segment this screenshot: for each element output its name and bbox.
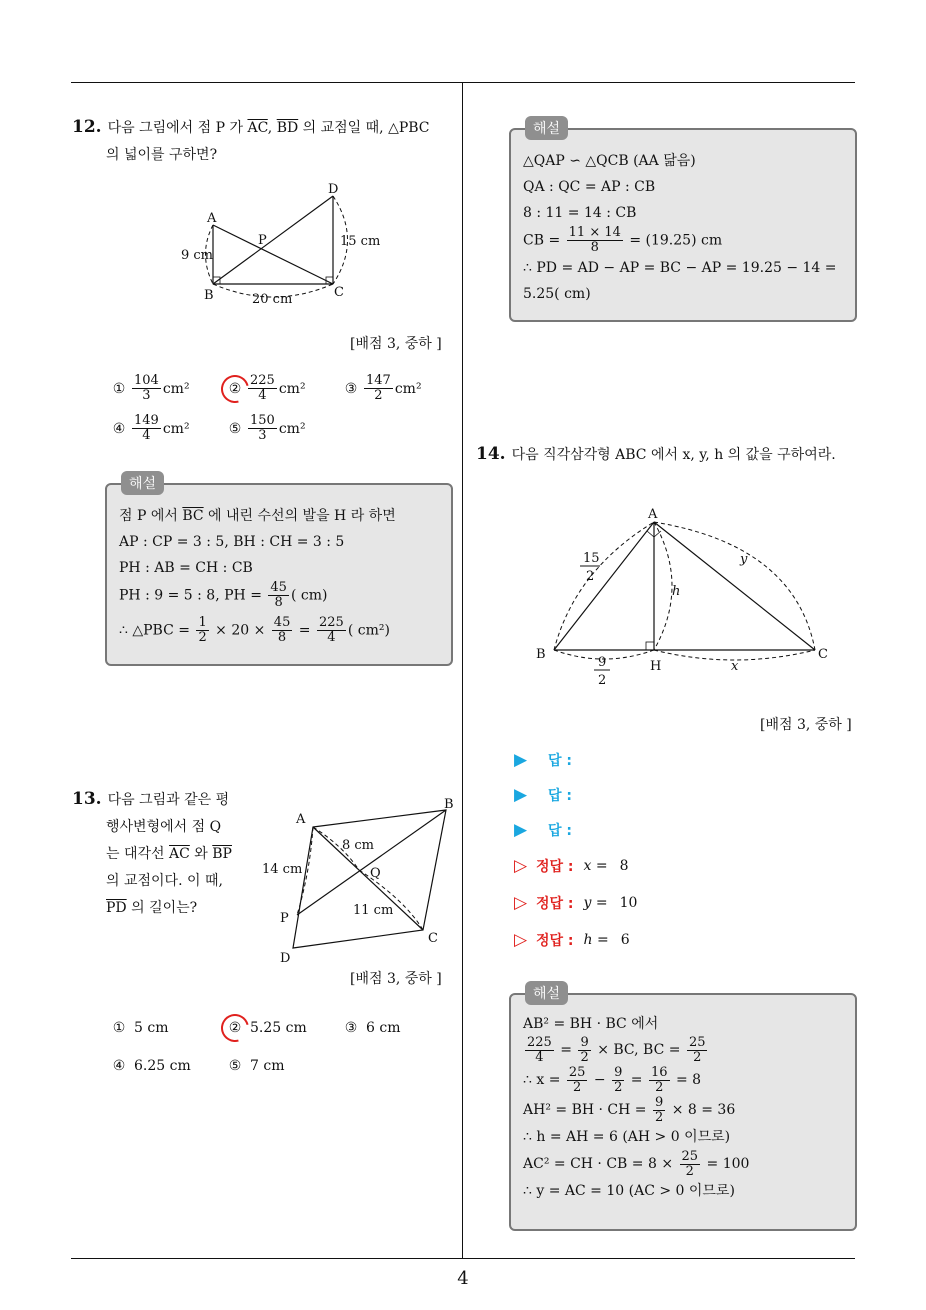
choice-12-5[interactable]: ⑤ $\frac{150}{3}$ cm² [228,413,306,443]
segment-bd: $\overline{BD}$ [276,120,299,136]
label-aq-length: 8 cm [342,838,375,853]
label-a: A [648,507,658,522]
outline-triangle-icon: ▷ [514,930,528,950]
question-13: 13. 다음 그림과 같은 평 행사변형에서 점 Q 는 대각선 $\overline{AC}$ 와 $\overline{BP}$ 의 교점이다. 이 때, $\overline{PD}$ 의 길이는? [72,789,232,916]
selected-mark: ② [224,381,246,397]
figure-14 [530,500,850,690]
label-b: B [204,288,214,303]
correct-answer-h: ▷ 정답 : h = 6 [514,930,630,950]
question-12-line2: 의 넓이를 구하면? [106,147,218,163]
score-12: [배점 3, 중하 ] [350,336,442,352]
correct-answer-x: ▷ 정답 : x = 8 [514,856,629,876]
label-x-length: x [731,659,739,674]
play-icon: ▶ [514,750,528,770]
question-number: 14. [476,444,506,464]
label-a: A [296,812,306,827]
solution-box-14: 해설 AB² = BH · BC 에서 $\frac{225}{4}$ = $\frac{9}{2}$ × BC, BC = $\frac{25}{2}$ ∴ x = $\frac{25}{2}$ − $\frac{9}{2}$ = $\frac{16}{2}$ = 8 AH² = BH · CH = $\frac{9}{2}$ × 8 = 36 ∴ h = AH = 6 (AH > 0 이므로) AC² = CH · CB = 8 × $\frac{25}{2}$ = 100 ∴ y = AC = 10 (AC > 0 이므로) [509,993,857,1231]
figure-13 [258,790,463,970]
question-12-line1: 12. 다음 그림에서 점 P 가 $\overline{AC}$, $\overline{BD}$ 의 교점일 때, △PBC [72,117,430,137]
choice-13-5[interactable]: ⑤ 7 cm [228,1058,285,1074]
label-b: B [444,797,454,812]
bottom-rule [71,1258,855,1259]
label-cd-length: 15 cm [340,234,381,249]
question-14: 14. 다음 직각삼각형 ABC 에서 x, y, h 의 값을 구하여라. [476,444,836,464]
label-p: P [258,233,267,248]
choice-13-1[interactable]: ① 5 cm [112,1020,169,1036]
choice-12-4[interactable]: ④ $\frac{149}{4}$ cm² [112,413,190,443]
choice-13-3[interactable]: ③ 6 cm [344,1020,401,1036]
question-number: 12. [72,117,102,137]
label-qc-length: 11 cm [353,903,394,918]
label-ab-num: 15 [583,551,600,566]
label-h-length: h [672,584,681,599]
play-icon: ▶ [514,785,528,805]
solution-tag: 해설 [121,471,164,495]
label-bh-den: 2 [598,673,607,688]
label-bh-num: 9 [598,655,607,670]
choice-13-4[interactable]: ④ 6.25 cm [112,1058,191,1074]
label-p: P [280,911,289,926]
solution-box-12: 해설 점 P 에서 $\overline{BC}$ 에 내린 수선의 발을 H 라 하면 AP : CP = 3 : 5, BH : CH = 3 : 5 PH : AB = CH : CB PH : 9 = 5 : 8, PH = $\frac{45}{8}$ ( cm) ∴ △PBC = $\frac{1}{2}$ × 20 × $\frac{45}{8}$ = $\frac{225}{4}$ ( cm²) [105,483,453,666]
choice-12-2[interactable]: ② $\frac{225}{4}$ cm² [224,374,306,403]
label-ab-length: 9 cm [181,248,214,263]
outline-triangle-icon: ▷ [514,856,528,876]
correct-answer-y: ▷ 정답 : y = 10 [514,893,638,913]
answer-input-1[interactable]: ▶ 답 : [514,750,572,770]
label-bc-length: 20 cm [252,292,293,307]
label-h: H [650,659,662,674]
label-a: A [207,211,217,226]
page-number: 4 [457,1268,469,1289]
label-b: B [536,647,546,662]
label-c: C [818,647,828,662]
question-number: 13. [72,789,102,809]
label-d: D [328,182,339,197]
choice-12-1[interactable]: ① $\frac{104}{3}$ cm² [112,373,190,403]
label-d: D [280,951,291,966]
label-q: Q [370,866,381,881]
figure-12 [170,178,390,308]
question-12 [72,114,457,169]
selected-mark: ② [224,1020,246,1036]
label-c: C [334,285,344,300]
solution-box-13: 해설 △QAP ∽ △QCB (AA 닮음) QA : QC = AP : CB 8 : 11 = 14 : CB CB = $\frac{11 \times 14}{8}$ = (19.25) cm ∴ PD = AD − AP = BC − AP = 19.25 − 14 = 5.25( cm) [509,128,857,322]
label-ab-den: 2 [586,569,595,584]
solution-tag: 해설 [525,116,568,140]
score-13: [배점 3, 중하 ] [350,971,442,987]
solution-tag: 해설 [525,981,568,1005]
choice-12-3[interactable]: ③ $\frac{147}{2}$ cm² [344,373,422,403]
label-y-length: y [740,552,748,567]
segment-ac: $\overline{AC}$ [247,120,268,136]
score-14: [배점 3, 중하 ] [760,717,852,733]
label-ap-length: 14 cm [262,862,303,877]
label-c: C [428,931,438,946]
top-rule [71,82,855,83]
choice-13-2[interactable]: ② 5.25 cm [224,1020,307,1036]
answer-input-2[interactable]: ▶ 답 : [514,785,572,805]
column-divider [462,82,463,1258]
answer-input-3[interactable]: ▶ 답 : [514,820,572,840]
play-icon: ▶ [514,820,528,840]
outline-triangle-icon: ▷ [514,893,528,913]
